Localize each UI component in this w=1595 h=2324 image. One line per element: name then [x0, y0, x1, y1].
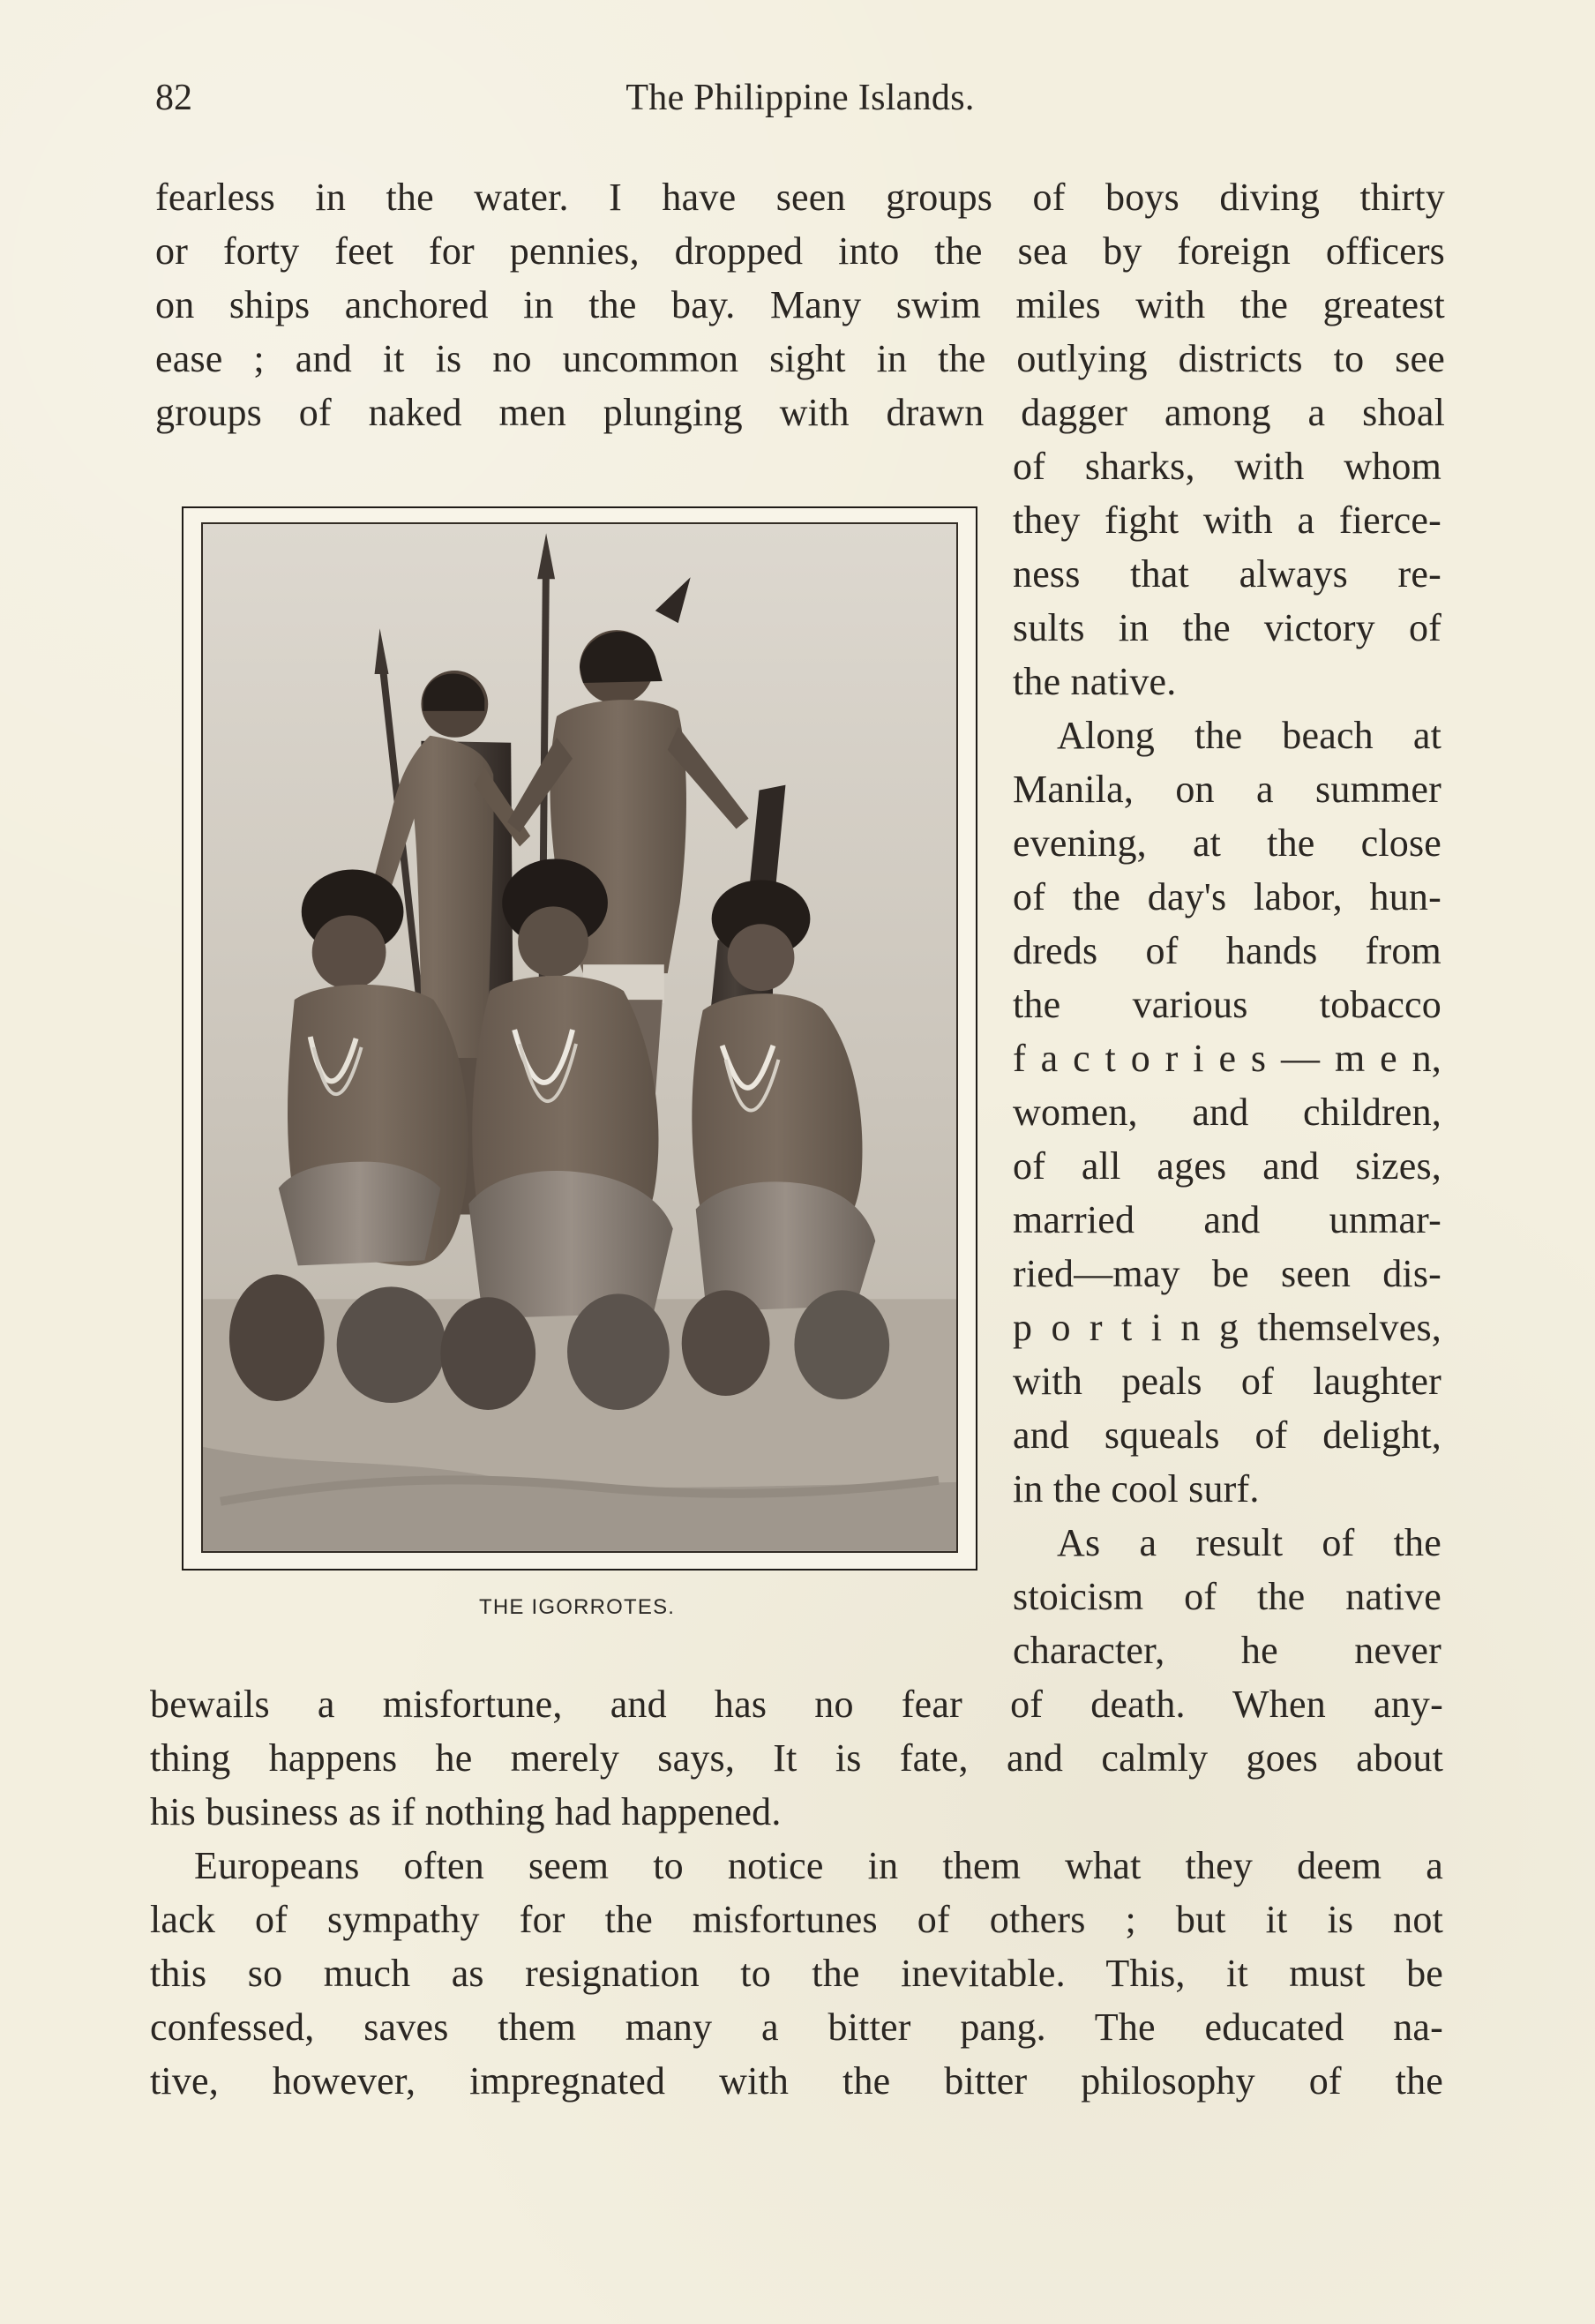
- body-text-line: Manila, on a summer: [1013, 768, 1441, 811]
- body-text-line: on ships anchored in the bay. Many swim miles with the greatest: [155, 283, 1445, 326]
- body-text-line: Along the beach at: [1057, 714, 1441, 757]
- photo-figure: [182, 506, 977, 1571]
- body-text-line: As a result of the: [1057, 1521, 1441, 1564]
- body-text-line: of sharks, with whom: [1013, 445, 1441, 488]
- body-text-line: dreds of hands from: [1013, 929, 1441, 972]
- body-text-line: ness that always re-: [1013, 552, 1441, 596]
- body-text-line: of all ages and sizes,: [1013, 1144, 1441, 1188]
- body-text-line: evening, at the close: [1013, 821, 1441, 865]
- body-text-line: his business as if nothing had happened.: [150, 1790, 782, 1833]
- body-text-line: ease ; and it is no uncommon sight in the outlying districts to see: [155, 337, 1445, 380]
- body-text-line: with peals of laughter: [1013, 1360, 1441, 1403]
- group-photo: [201, 522, 958, 1553]
- body-text-line: in the cool surf.: [1013, 1467, 1260, 1511]
- body-text-line: thing happens he merely says, It is fate, and calmly goes about: [150, 1736, 1443, 1780]
- body-text-line: sults in the victory of: [1013, 606, 1441, 649]
- figure-caption: THE IGORROTES.: [479, 1595, 676, 1619]
- body-text-line: or forty feet for pennies, dropped into the sea by foreign officers: [155, 229, 1445, 273]
- page-header: [155, 76, 1445, 129]
- running-title: The Philippine Islands.: [625, 78, 975, 118]
- body-text-line: Europeans often seem to notice in them what they deem a: [194, 1844, 1443, 1887]
- body-text-line: f a c t o r i e s — m e n,: [1013, 1037, 1441, 1080]
- page-number: 82: [155, 78, 192, 118]
- body-text-line: married and unmar-: [1013, 1198, 1441, 1241]
- body-text-line: the various tobacco: [1013, 983, 1441, 1026]
- body-text-line: the native.: [1013, 660, 1177, 703]
- body-text-line: they fight with a fierce-: [1013, 499, 1441, 542]
- body-text-line: women, and children,: [1013, 1091, 1441, 1134]
- body-text-line: of the day's labor, hun-: [1013, 875, 1441, 918]
- body-text-line: confessed, saves them many a bitter pang. The educated na-: [150, 2005, 1443, 2049]
- body-text-line: this so much as resignation to the inevitable. This, it must be: [150, 1952, 1443, 1995]
- body-text-line: stoicism of the native: [1013, 1575, 1441, 1618]
- body-text-line: groups of naked men plunging with drawn dagger among a shoal: [155, 391, 1445, 434]
- body-text-line: and squeals of delight,: [1013, 1413, 1441, 1457]
- body-text-line: character, he never: [1013, 1629, 1441, 1672]
- body-text-line: lack of sympathy for the misfortunes of others ; but it is not: [150, 1898, 1443, 1941]
- body-text-line: bewails a misfortune, and has no fear of death. When any-: [150, 1683, 1443, 1726]
- body-text-line: fearless in the water. I have seen groups of boys diving thirty: [155, 176, 1445, 219]
- body-text-line: ried—may be seen dis-: [1013, 1252, 1441, 1295]
- body-text-line: p o r t i n g themselves,: [1013, 1306, 1441, 1349]
- group-photo-illustration: [203, 524, 956, 1551]
- body-text-line: tive, however, impregnated with the bitter philosophy of the: [150, 2059, 1443, 2103]
